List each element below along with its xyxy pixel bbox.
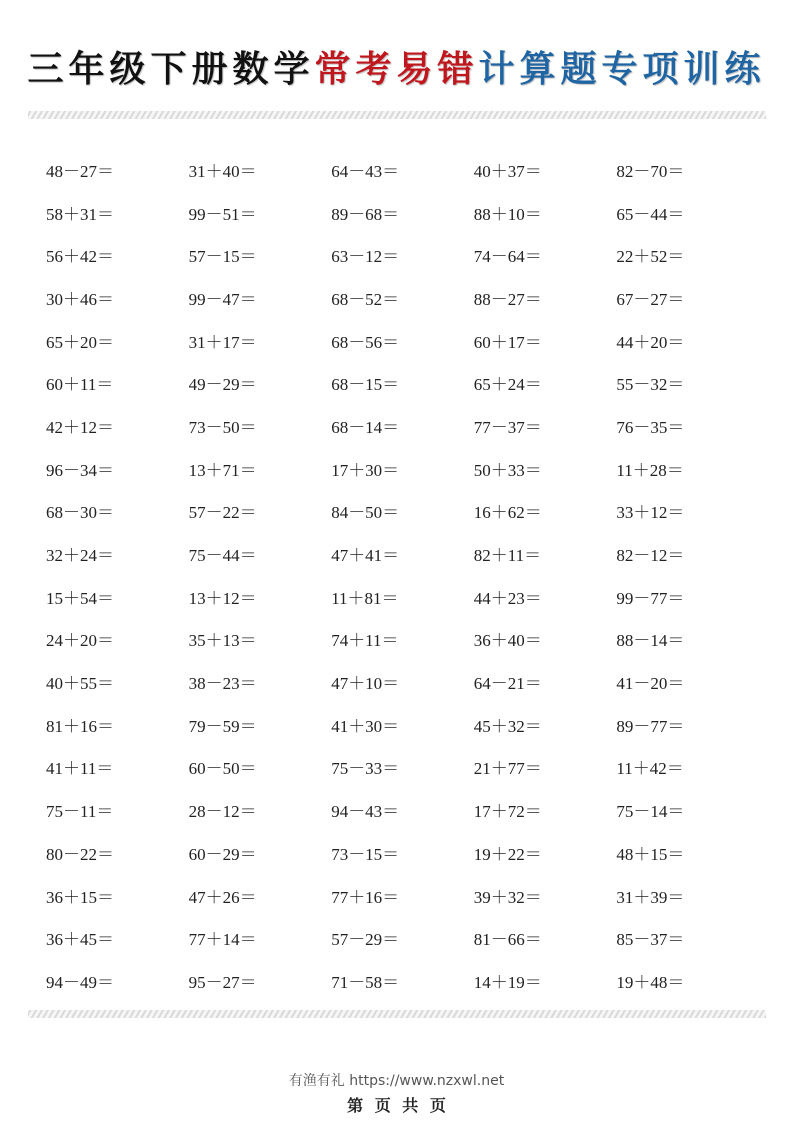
problem-item: 38－23＝ — [188, 674, 257, 694]
problem-item: 48＋15＝ — [616, 844, 685, 864]
problem-grid — [46, 148, 766, 1002]
problem-item: 68－56＝ — [331, 332, 400, 352]
problem-row — [46, 319, 766, 362]
problem-row — [46, 447, 766, 490]
footer-page-number: 第 页 共 页 — [347, 1096, 446, 1115]
problem-item: 81－66＝ — [473, 930, 542, 950]
problem-item: 84－50＝ — [331, 503, 400, 523]
top-divider — [28, 111, 766, 119]
problem-item: 82－12＝ — [616, 546, 685, 566]
problem-item: 48－27＝ — [46, 161, 114, 181]
problem-item: 99－47＝ — [188, 289, 257, 309]
problem-item: 60－29＝ — [188, 844, 257, 864]
problem-item: 64－43＝ — [331, 161, 400, 181]
problem-item: 44＋20＝ — [616, 332, 685, 352]
problem-row — [46, 831, 766, 874]
problem-item: 44＋23＝ — [473, 588, 542, 608]
problem-item: 76－35＝ — [616, 417, 685, 437]
problem-item: 21＋77＝ — [473, 759, 542, 779]
problem-row — [46, 148, 766, 191]
problem-row — [46, 575, 766, 618]
problem-item: 39＋32＝ — [473, 887, 542, 907]
problem-item: 32＋24＝ — [46, 546, 114, 566]
problem-item: 13＋12＝ — [188, 588, 257, 608]
problem-item: 41＋11＝ — [46, 759, 114, 779]
problem-item: 60－50＝ — [188, 759, 257, 779]
problem-item: 50＋33＝ — [473, 460, 542, 480]
problem-item: 96－34＝ — [46, 460, 114, 480]
problem-item: 68－15＝ — [331, 375, 400, 395]
problem-item: 85－37＝ — [616, 930, 685, 950]
problem-row — [46, 874, 766, 917]
problem-item: 47＋26＝ — [188, 887, 257, 907]
problem-item: 77＋14＝ — [188, 930, 257, 950]
problem-item: 31＋17＝ — [188, 332, 257, 352]
problem-item: 41＋30＝ — [331, 716, 400, 736]
problem-item: 57－22＝ — [188, 503, 257, 523]
problem-row — [46, 404, 766, 447]
problem-item: 60＋11＝ — [46, 375, 114, 395]
problem-item: 15＋54＝ — [46, 588, 114, 608]
problem-item: 88－27＝ — [473, 289, 542, 309]
problem-item: 74＋11＝ — [331, 631, 399, 651]
problem-item: 64－21＝ — [473, 674, 542, 694]
problem-item: 11＋28＝ — [616, 460, 684, 480]
problem-item: 82－70＝ — [616, 161, 685, 181]
problem-item: 75－11＝ — [46, 802, 114, 822]
problem-item: 36＋40＝ — [473, 631, 542, 651]
problem-row — [46, 191, 766, 234]
page-title — [0, 44, 793, 96]
problem-item: 22＋52＝ — [616, 247, 685, 267]
problem-item: 80－22＝ — [46, 844, 114, 864]
problem-item: 58＋31＝ — [46, 204, 114, 224]
problem-row — [46, 361, 766, 404]
problem-row — [46, 490, 766, 533]
problem-item: 74－64＝ — [473, 247, 542, 267]
problem-item: 41－20＝ — [616, 674, 685, 694]
problem-item: 40＋37＝ — [473, 161, 542, 181]
problem-item: 11＋81＝ — [331, 588, 399, 608]
problem-row — [46, 233, 766, 276]
problem-item: 89－68＝ — [331, 204, 400, 224]
problem-item: 55－32＝ — [616, 375, 685, 395]
problem-item: 36＋45＝ — [46, 930, 114, 950]
problem-item: 71－58＝ — [331, 972, 400, 992]
problem-row — [46, 532, 766, 575]
problem-item: 89－77＝ — [616, 716, 685, 736]
problem-item: 33＋12＝ — [616, 503, 685, 523]
problem-item: 47＋10＝ — [331, 674, 400, 694]
problem-item: 82＋11＝ — [473, 546, 542, 566]
problem-item: 31＋40＝ — [188, 161, 257, 181]
problem-item: 73－15＝ — [331, 844, 400, 864]
problem-item: 16＋62＝ — [473, 503, 542, 523]
problem-item: 57－29＝ — [331, 930, 400, 950]
title-part-common-mistakes: 常考易错 — [314, 49, 479, 90]
problem-item: 56＋42＝ — [46, 247, 114, 267]
problem-item: 11＋42＝ — [616, 759, 684, 779]
problem-item: 47＋41＝ — [331, 546, 400, 566]
problem-item: 68－52＝ — [331, 289, 400, 309]
problem-item: 13＋71＝ — [188, 460, 257, 480]
problem-item: 88＋10＝ — [473, 204, 542, 224]
problem-item: 94－43＝ — [331, 802, 400, 822]
problem-item: 19＋22＝ — [473, 844, 542, 864]
problem-row — [46, 660, 766, 703]
problem-item: 49－29＝ — [188, 375, 257, 395]
problem-item: 65＋20＝ — [46, 332, 114, 352]
problem-item: 60＋17＝ — [473, 332, 542, 352]
problem-item: 65＋24＝ — [473, 375, 542, 395]
problem-item: 63－12＝ — [331, 247, 400, 267]
problem-item: 65－44＝ — [616, 204, 685, 224]
problem-item: 95－27＝ — [188, 972, 257, 992]
problem-item: 75－44＝ — [188, 546, 257, 566]
problem-item: 77＋16＝ — [331, 887, 400, 907]
problem-item: 14＋19＝ — [473, 972, 542, 992]
problem-row — [46, 618, 766, 661]
problem-item: 30＋46＝ — [46, 289, 114, 309]
problem-item: 36＋15＝ — [46, 887, 114, 907]
problem-item: 45＋32＝ — [473, 716, 542, 736]
problem-item: 68－30＝ — [46, 503, 114, 523]
problem-item: 28－12＝ — [188, 802, 257, 822]
problem-item: 73－50＝ — [188, 417, 257, 437]
problem-item: 42＋12＝ — [46, 417, 114, 437]
bottom-divider — [28, 1010, 766, 1018]
problem-item: 99－77＝ — [616, 588, 685, 608]
problem-item: 75－33＝ — [331, 759, 400, 779]
problem-item: 31＋39＝ — [616, 887, 685, 907]
problem-item: 67－27＝ — [616, 289, 685, 309]
problem-item: 99－51＝ — [188, 204, 257, 224]
problem-row — [46, 788, 766, 831]
problem-row — [46, 276, 766, 319]
problem-item: 75－14＝ — [616, 802, 685, 822]
problem-row — [46, 703, 766, 746]
problem-item: 17＋30＝ — [331, 460, 400, 480]
title-part-grade: 三年级下册数学 — [27, 49, 315, 90]
problem-row — [46, 959, 766, 1002]
problem-row — [46, 916, 766, 959]
problem-item: 94－49＝ — [46, 972, 114, 992]
problem-item: 40＋55＝ — [46, 674, 114, 694]
footer-site-text: 有渔有礼 https://www.nzxwl.net — [288, 1073, 505, 1089]
problem-item: 81＋16＝ — [46, 716, 114, 736]
problem-item: 68－14＝ — [331, 417, 400, 437]
problem-item: 24＋20＝ — [46, 631, 114, 651]
problem-item: 79－59＝ — [188, 716, 257, 736]
problem-item: 17＋72＝ — [473, 802, 542, 822]
problem-item: 88－14＝ — [616, 631, 685, 651]
title-part-calculation-training: 计算题专项训练 — [478, 49, 766, 90]
problem-item: 19＋48＝ — [616, 972, 685, 992]
problem-item: 57－15＝ — [188, 247, 257, 267]
problem-item: 77－37＝ — [473, 417, 542, 437]
problem-item: 35＋13＝ — [188, 631, 257, 651]
problem-row — [46, 746, 766, 789]
